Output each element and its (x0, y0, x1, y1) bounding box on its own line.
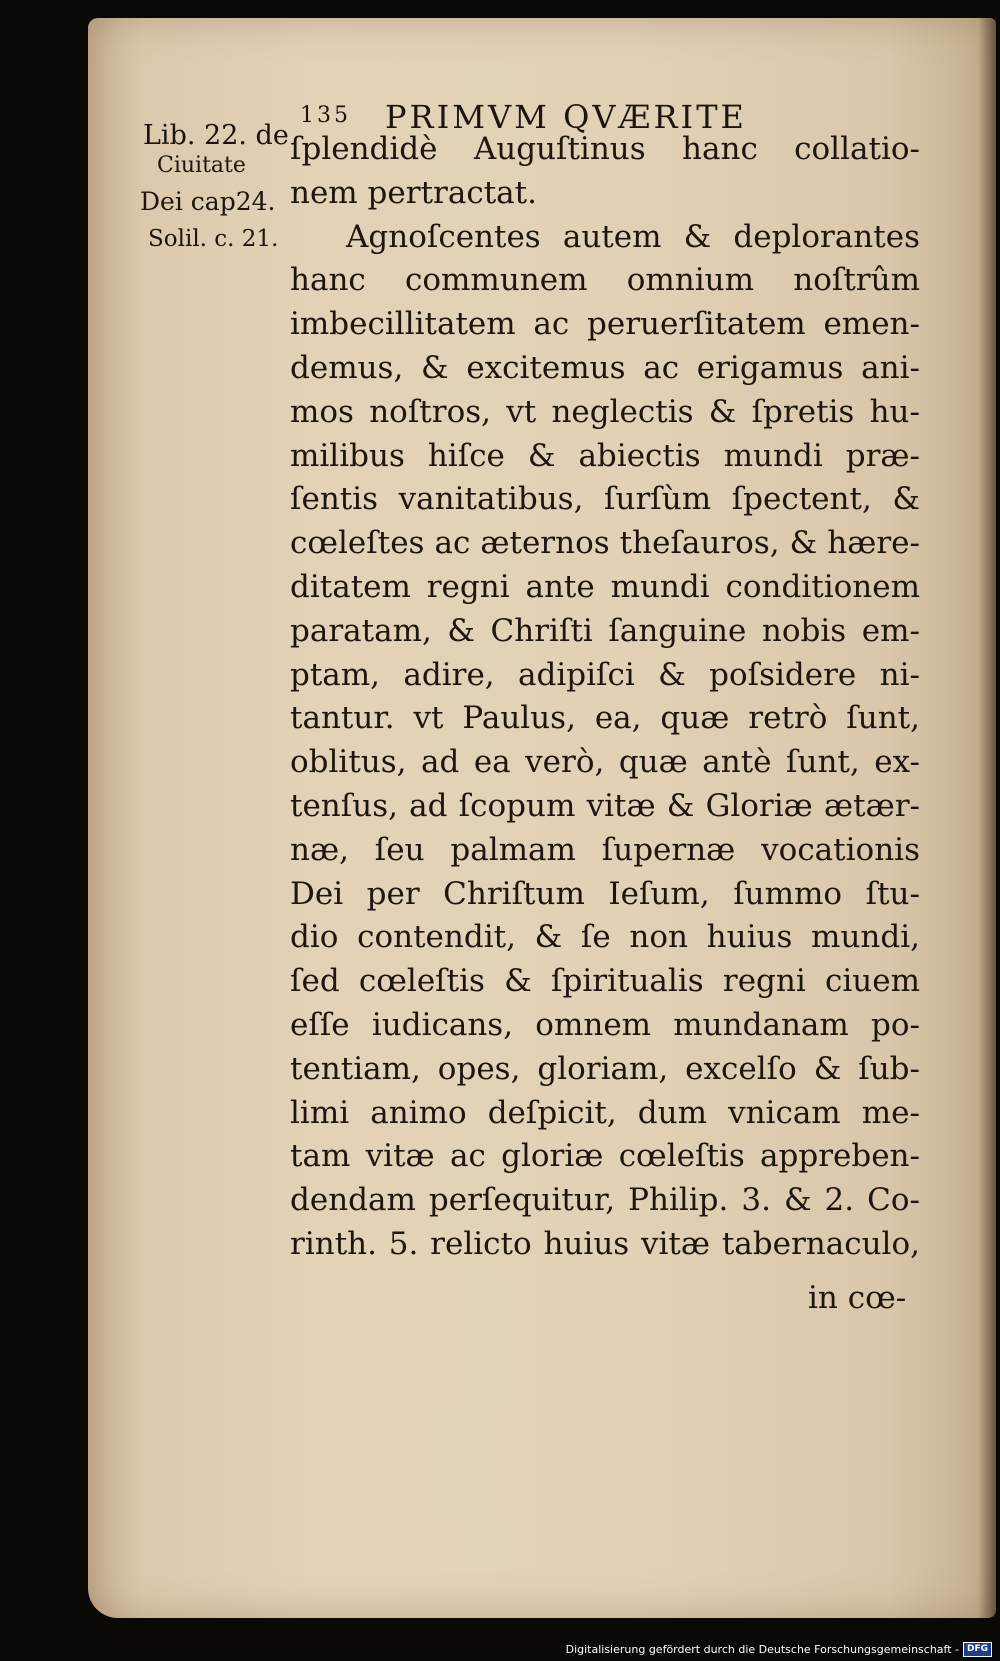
text-line: limi animo deſpicit, dum vnicam me- (290, 1094, 920, 1131)
text-line: dendam perſequitur, Philip. 3. & 2. Co- (290, 1182, 920, 1219)
text-line: tam vitæ ac gloriæ cœleſtis appreben- (290, 1138, 920, 1175)
text-line: Dei per Chriſtum Ieſum, ſummo ſtu- (290, 875, 920, 912)
text-line: Agnoſcentes autem & deplorantes (346, 218, 920, 255)
running-head-title: PRIMVM QVÆRITE (385, 98, 747, 136)
text-line: tantur. vt Paulus, ea, quæ retrò ſunt, (290, 700, 920, 737)
text-line: dio contendit, & ſe non huius mundi, (290, 919, 920, 956)
text-line: oblitus, ad ea verò, quæ antè ſunt, ex- (290, 744, 920, 781)
marginal-note-3: Dei cap24. (140, 187, 276, 216)
text-line: ſentis vanitatibus, ſurſùm ſpectent, & (290, 481, 920, 518)
text-line: tentiam, opes, gloriam, excelſo & ſub- (290, 1050, 920, 1087)
credit-text: Digitalisierung gefördert durch die Deutsche Forschungsgemeinschaft - (565, 1643, 959, 1656)
text-line: ſplendidè Auguſtinus hanc collatio- (290, 131, 920, 167)
digitization-credit (566, 1642, 992, 1657)
catchword: in cœ- (808, 1280, 907, 1316)
marginal-note-2: Ciuitate (157, 153, 246, 178)
text-line: hanc communem omnium noſtrûm (290, 262, 920, 299)
text-line: eſſe iudicans, omnem mundanam po- (290, 1006, 920, 1043)
marginal-note-1: Lib. 22. de (143, 120, 289, 151)
text-line: ptam, adire, adipiſci & poſsidere ni- (290, 656, 920, 693)
text-line: mos noſtros, vt neglectis & ſpretis hu- (290, 393, 920, 430)
text-line: cœleſtes ac æternos theſauros, & hære- (290, 525, 920, 562)
text-line: næ, ſeu palmam ſupernæ vocationis (290, 831, 920, 868)
text-line: paratam, & Chriſti ſanguine nobis em- (290, 612, 920, 649)
text-line: ſed cœleſtis & ſpiritualis regni ciuem (290, 963, 920, 1000)
text-line: imbecillitatem ac peruerſitatem emen- (290, 306, 920, 343)
text-line: rinth. 5. relicto huius vitæ tabernaculo, (290, 1225, 920, 1262)
text-line: tenſus, ad ſcopum vitæ & Gloriæ ætær- (290, 787, 920, 824)
marginal-note-4: Solil. c. 21. (148, 226, 279, 252)
dfg-logo: DFG (963, 1642, 992, 1657)
text-line: demus, & excitemus ac erigamus ani- (290, 349, 920, 386)
text-line: milibus hiſce & abiectis mundi præ- (290, 437, 920, 474)
page-number: 135 (300, 103, 351, 128)
text-line: nem pertractat. (290, 174, 537, 211)
body-text (290, 128, 920, 1267)
text-line: ditatem regni ante mundi conditionem (290, 568, 920, 605)
